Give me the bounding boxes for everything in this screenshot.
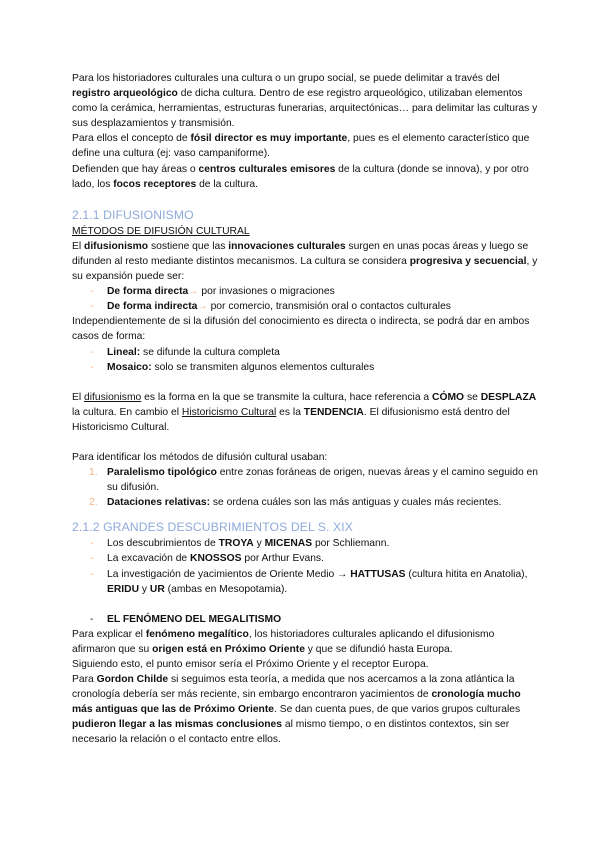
text-run: se difunde la cultura completa (140, 346, 280, 358)
megalitismo-paragraph-2: Siguiendo esto, el punto emisor sería el Próximo Oriente y el receptor Europa. (72, 659, 429, 670)
difusionismo-paragraph-4: Para identificar los métodos de difusión cultural usaban: (72, 451, 328, 463)
text-run: Los descubrimientos de (107, 538, 219, 550)
text-run: al mismo tiempo, o en distintos contextos, sin ser necesario la relación o el contacto entre ellos. (72, 719, 510, 746)
text-run: se ordena cuáles son las más antiguas y cuales más recientes. (210, 497, 502, 509)
list-item (72, 495, 538, 510)
list-number: 1. (89, 467, 98, 479)
bold-term: fenómeno megalítico (145, 628, 249, 640)
bold-term: registro arqueológico (72, 88, 178, 100)
bold-term: Paralelismo tipológico (107, 467, 217, 479)
list-item (72, 284, 538, 299)
text-run: entre zonas foráneas de origen, nuevas áreas y el camino seguido en su difusión. (107, 467, 538, 494)
intro-paragraph-2 (72, 131, 538, 161)
text-run: y (139, 583, 150, 595)
bold-term: centros culturales emisores (198, 163, 336, 175)
text-run: por invasiones o migraciones (198, 286, 335, 298)
dash-bullet: - (90, 286, 94, 298)
text-run: . El difusionismo está dentro del Historicismo Cultural. (72, 406, 510, 433)
text-run: La excavación de (107, 553, 191, 565)
underlined-term: difusionismo (84, 391, 142, 403)
text-run: por Schliemann. (312, 538, 390, 550)
list-item (72, 465, 538, 495)
bold-term: HATTUSAS (350, 568, 406, 580)
bold-term: Mosaico: (107, 361, 152, 373)
list-item (72, 360, 538, 375)
list-item (72, 536, 538, 551)
section-heading-difusionismo: 2.1.1 DIFUSIONISMO (72, 207, 194, 222)
document-body (72, 71, 538, 748)
difusionismo-paragraph-3 (72, 390, 538, 435)
text-run: se (464, 391, 481, 403)
bold-term: focos receptores (113, 178, 197, 190)
megalitismo-paragraph-1 (72, 627, 538, 657)
bold-term: UR (149, 583, 165, 595)
text-run: Defienden que hay áreas o (72, 163, 199, 175)
bold-term: cronología mucho más antiguas que las de Próximo Oriente (72, 689, 521, 716)
section-heading-descubrimientos: 2.1.2 GRANDES DESCUBRIMIENTOS DEL S. XIX (72, 520, 354, 535)
bold-term: difusionismo (84, 240, 149, 252)
text-run: si seguimos esta teoría, a medida que nos acercamos a la zona atlántica la cronología debería ser más reciente, sin embargo encontraron yacimientos de (72, 674, 515, 701)
text-run: Para los historiadores culturales una cultura o un grupo social, se puede delimitar a través del (72, 73, 500, 84)
text-run: por comercio, transmisión oral o contactos culturales (207, 301, 451, 313)
text-run: (ambas en Mesopotamia). (164, 583, 288, 595)
text-run: de dicha cultura. Dentro de ese registro arqueológico, utilizaban elementos como la cerámica, herramientas, estructuras funerarias, arquitectónicas… para delimitar las culturas y sus desplazamientos y transmisión. (72, 88, 538, 130)
bold-term: Dataciones relativas: (107, 497, 211, 509)
dash-bullet: - (90, 613, 94, 625)
text-run: sostiene que las (148, 240, 229, 252)
subheading-metodos: MÉTODOS DE DIFUSIÓN CULTURAL (72, 225, 250, 237)
dash-bullet: - (90, 361, 94, 373)
bold-term: De forma directa (107, 286, 189, 298)
underlined-term: Historicismo Cultural (181, 406, 277, 418)
bold-term: fósil director es muy importante (190, 133, 348, 145)
bold-term: innovaciones culturales (228, 240, 346, 252)
megalitismo-heading (72, 612, 538, 627)
bold-term: TENDENCIA (303, 406, 364, 418)
text-run: solo se transmiten algunos elementos culturales (151, 361, 375, 373)
dash-bullet: - (90, 538, 94, 550)
text-run: por Arthur Evans. (241, 553, 324, 565)
text-run: Para (72, 674, 97, 686)
text-run: , los historiadores culturales aplicando el difusionismo afirmaron que su (72, 628, 495, 655)
text-run: La investigación de yacimientos de Oriente Medio → (107, 568, 351, 580)
list-item (72, 299, 538, 314)
bold-term: CÓMO (432, 391, 465, 403)
dash-bullet: - (90, 346, 94, 358)
bold-term: Gordon Childe (96, 674, 169, 686)
bold-term: TROYA (218, 538, 254, 550)
bold-term: MICENAS (264, 538, 313, 550)
text-run: es la forma en la que se transmite la cultura, hace referencia a (141, 391, 433, 403)
text-run: , y su expansión puede ser: (72, 255, 538, 283)
bold-term: origen está en Próximo Oriente (152, 643, 305, 655)
dash-bullet: - (90, 301, 94, 313)
list-item (72, 551, 538, 566)
list-item (72, 345, 538, 360)
dash-bullet: - (90, 553, 94, 565)
dash-bullet: - (90, 568, 94, 580)
megalitismo-paragraph-3 (72, 672, 538, 747)
text-run: El (72, 240, 85, 252)
bold-term: KNOSSOS (190, 553, 242, 565)
methods-list (72, 465, 538, 510)
bold-term: pudieron llegar a las mismas conclusiones (72, 719, 283, 731)
text-run: de la cultura. (196, 178, 259, 190)
bold-term: progresiva y secuencial (409, 255, 527, 267)
bold-term: ERIDU (107, 583, 140, 595)
text-run: Para ellos el concepto de (72, 133, 191, 145)
text-run: de la cultura (donde se innova), y por otro lado, los (72, 163, 529, 190)
text-run: (cultura hitita en Anatolia), (405, 568, 528, 580)
list-item (72, 567, 538, 597)
arrow-icon: → (188, 286, 199, 298)
text-run: Para explicar el (72, 628, 146, 640)
heading-text: EL FENÓMENO DEL MEGALITISMO (107, 613, 282, 625)
bold-term: Lineal: (107, 346, 141, 358)
intro-paragraph-1 (72, 71, 538, 131)
expansion-list (72, 284, 538, 314)
text-run: la cultura. En cambio el (72, 406, 182, 418)
bold-term: De forma indirecta (107, 301, 198, 313)
text-run: El (72, 391, 85, 403)
difusionismo-paragraph-1 (72, 239, 538, 284)
text-run: es la (276, 406, 304, 418)
list-number: 2. (89, 497, 98, 509)
text-run: . Se dan cuenta pues, de que varios grupos culturales (274, 704, 521, 716)
intro-paragraph-3 (72, 162, 538, 192)
form-list (72, 345, 538, 375)
discoveries-list (72, 536, 538, 596)
text-run: surgen en unas pocas áreas y luego se difunden al resto mediante distintos mecanismos. La cultura se considera (72, 240, 529, 267)
text-run: y (253, 538, 265, 550)
difusionismo-paragraph-2: Independientemente de si la difusión del conocimiento es directa o indirecta, se podrá dar en ambos casos de forma: (72, 316, 530, 343)
arrow-icon: → (197, 301, 208, 313)
bold-term: DESPLAZA (480, 391, 537, 403)
text-run: , pues es el elemento característico que define una cultura (ej: vaso campaniforme). (72, 133, 530, 160)
text-run: y que se difundió hasta Europa. (304, 643, 453, 655)
